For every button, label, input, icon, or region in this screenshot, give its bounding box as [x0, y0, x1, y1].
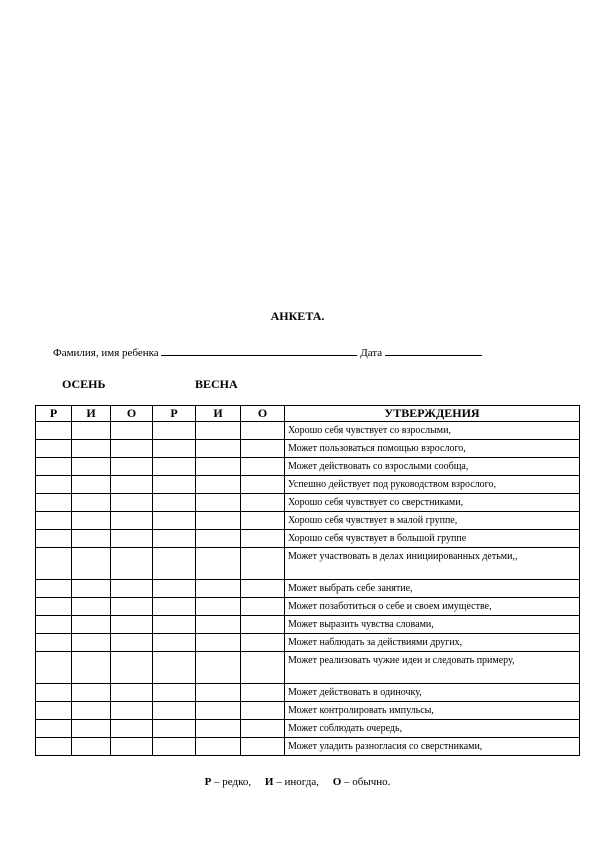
rating-cell[interactable]: [111, 494, 153, 512]
rating-cell[interactable]: [111, 530, 153, 548]
statement-cell: Хорошо себя чувствует в большой группе: [285, 530, 580, 548]
statement-cell: Может уладить разногласия со сверстниками,: [285, 738, 580, 756]
rating-cell[interactable]: [241, 652, 285, 684]
statement-cell: Может контролировать импульсы,: [285, 702, 580, 720]
rating-cell[interactable]: [241, 476, 285, 494]
table-row: [36, 598, 580, 616]
rating-cell[interactable]: [241, 616, 285, 634]
child-name-date-line: [53, 346, 482, 359]
survey-table: [35, 405, 580, 756]
statement-cell: Успешно действует под руководством взрослого,: [285, 476, 580, 494]
rating-cell[interactable]: [196, 422, 241, 440]
rating-cell[interactable]: [111, 580, 153, 598]
table-row: [36, 530, 580, 548]
statement-cell: Может выбрать себе занятие,: [285, 580, 580, 598]
rating-cell[interactable]: [153, 702, 196, 720]
rating-cell[interactable]: [241, 634, 285, 652]
rating-cell[interactable]: [196, 720, 241, 738]
rating-cell[interactable]: [36, 476, 72, 494]
table-row: [36, 494, 580, 512]
rating-cell[interactable]: [36, 530, 72, 548]
table-row: [36, 440, 580, 458]
legend: [0, 776, 595, 788]
rating-cell[interactable]: [241, 530, 285, 548]
table-row: [36, 652, 580, 684]
date-blank[interactable]: [385, 346, 482, 356]
statement-cell: Хорошо себя чувствует со взрослыми,: [285, 422, 580, 440]
rating-cell[interactable]: [36, 598, 72, 616]
header-i-autumn: И: [72, 406, 111, 422]
rating-cell[interactable]: [153, 598, 196, 616]
table-row: [36, 548, 580, 580]
rating-cell[interactable]: [153, 512, 196, 530]
rating-cell[interactable]: [153, 580, 196, 598]
rating-cell[interactable]: [36, 738, 72, 756]
statement-cell: Хорошо себя чувствует со сверстниками,: [285, 494, 580, 512]
rating-cell[interactable]: [111, 702, 153, 720]
rating-cell[interactable]: [241, 422, 285, 440]
rating-cell[interactable]: [111, 652, 153, 684]
header-i-spring: И: [196, 406, 241, 422]
table-row: [36, 580, 580, 598]
rating-cell[interactable]: [153, 422, 196, 440]
rating-cell[interactable]: [36, 512, 72, 530]
rating-cell[interactable]: [72, 598, 111, 616]
rating-cell[interactable]: [36, 440, 72, 458]
rating-cell[interactable]: [196, 634, 241, 652]
rating-cell[interactable]: [111, 476, 153, 494]
rating-cell[interactable]: [72, 634, 111, 652]
rating-cell[interactable]: [111, 738, 153, 756]
rating-cell[interactable]: [241, 598, 285, 616]
rating-cell[interactable]: [241, 494, 285, 512]
rating-cell[interactable]: [36, 422, 72, 440]
rating-cell[interactable]: [241, 548, 285, 580]
rating-cell[interactable]: [153, 530, 196, 548]
rating-cell[interactable]: [111, 440, 153, 458]
table-row: [36, 702, 580, 720]
rating-cell[interactable]: [111, 422, 153, 440]
rating-cell[interactable]: [72, 702, 111, 720]
rating-cell[interactable]: [196, 738, 241, 756]
rating-cell[interactable]: [196, 458, 241, 476]
rating-cell[interactable]: [153, 616, 196, 634]
rating-cell[interactable]: [111, 684, 153, 702]
rating-cell[interactable]: [111, 598, 153, 616]
table-row: [36, 616, 580, 634]
rating-cell[interactable]: [196, 476, 241, 494]
rating-cell[interactable]: [196, 652, 241, 684]
rating-cell[interactable]: [111, 616, 153, 634]
table-row: [36, 476, 580, 494]
legend-i-text: – иногда,: [273, 776, 319, 788]
rating-cell[interactable]: [153, 494, 196, 512]
rating-cell[interactable]: [72, 616, 111, 634]
rating-cell[interactable]: [241, 720, 285, 738]
rating-cell[interactable]: [241, 580, 285, 598]
rating-cell[interactable]: [72, 720, 111, 738]
rating-cell[interactable]: [36, 580, 72, 598]
rating-cell[interactable]: [72, 476, 111, 494]
rating-cell[interactable]: [241, 440, 285, 458]
rating-cell[interactable]: [72, 580, 111, 598]
statement-cell: Хорошо себя чувствует в малой группе,: [285, 512, 580, 530]
rating-cell[interactable]: [111, 512, 153, 530]
rating-cell[interactable]: [72, 494, 111, 512]
rating-cell[interactable]: [111, 720, 153, 738]
legend-o-key: О: [332, 776, 342, 788]
table-row: [36, 738, 580, 756]
table-row: [36, 634, 580, 652]
legend-r-key: Р: [204, 776, 212, 788]
rating-cell[interactable]: [196, 440, 241, 458]
date-label: Дата: [360, 347, 383, 359]
rating-cell[interactable]: [153, 548, 196, 580]
table-row: [36, 684, 580, 702]
rating-cell[interactable]: [153, 458, 196, 476]
statement-cell: Может выразить чувства словами,: [285, 616, 580, 634]
rating-cell[interactable]: [72, 458, 111, 476]
header-o-spring: О: [241, 406, 285, 422]
rating-cell[interactable]: [196, 512, 241, 530]
rating-cell[interactable]: [196, 580, 241, 598]
rating-cell[interactable]: [196, 702, 241, 720]
header-r-spring: Р: [153, 406, 196, 422]
rating-cell[interactable]: [111, 548, 153, 580]
rating-cell[interactable]: [241, 512, 285, 530]
rating-cell[interactable]: [153, 738, 196, 756]
legend-r-text: – редко,: [211, 776, 252, 788]
rating-cell[interactable]: [196, 684, 241, 702]
rating-cell[interactable]: [153, 440, 196, 458]
rating-cell[interactable]: [153, 652, 196, 684]
rating-cell[interactable]: [36, 458, 72, 476]
table-row: [36, 512, 580, 530]
rating-cell[interactable]: [72, 512, 111, 530]
rating-cell[interactable]: [196, 530, 241, 548]
rating-cell[interactable]: [36, 720, 72, 738]
rating-cell[interactable]: [36, 494, 72, 512]
rating-cell[interactable]: [72, 548, 111, 580]
rating-cell[interactable]: [36, 616, 72, 634]
table-row: [36, 458, 580, 476]
statement-cell: Может действовать в одиночку,: [285, 684, 580, 702]
rating-cell[interactable]: [196, 548, 241, 580]
header-r-autumn: Р: [36, 406, 72, 422]
statement-cell: Может участвовать в делах инициированных детьми,,: [285, 548, 580, 580]
statement-cell: Может пользоваться помощью взрослого,: [285, 440, 580, 458]
table-header-row: [36, 406, 580, 422]
rating-cell[interactable]: [72, 684, 111, 702]
statement-cell: Может действовать со взрослыми сообща,: [285, 458, 580, 476]
rating-cell[interactable]: [196, 598, 241, 616]
table-row: [36, 720, 580, 738]
rating-cell[interactable]: [36, 652, 72, 684]
page-title: АНКЕТА.: [270, 309, 325, 323]
legend-o-text: – обычно.: [341, 776, 391, 788]
legend-i-key: И: [264, 776, 274, 788]
rating-cell[interactable]: [241, 458, 285, 476]
rating-cell[interactable]: [153, 684, 196, 702]
header-statements: УТВЕРЖДЕНИЯ: [285, 406, 580, 422]
child-name-blank[interactable]: [161, 346, 357, 356]
rating-cell[interactable]: [36, 684, 72, 702]
rating-cell[interactable]: [72, 530, 111, 548]
table-row: [36, 422, 580, 440]
rating-cell[interactable]: [72, 652, 111, 684]
rating-cell[interactable]: [241, 702, 285, 720]
rating-cell[interactable]: [72, 738, 111, 756]
rating-cell[interactable]: [72, 440, 111, 458]
statement-cell: Может наблюдать за действиями других,: [285, 634, 580, 652]
rating-cell[interactable]: [36, 548, 72, 580]
child-name-label: Фамилия, имя ребенка: [53, 347, 159, 359]
rating-cell[interactable]: [153, 476, 196, 494]
rating-cell[interactable]: [153, 634, 196, 652]
rating-cell[interactable]: [241, 684, 285, 702]
rating-cell[interactable]: [111, 458, 153, 476]
rating-cell[interactable]: [196, 494, 241, 512]
season-autumn: ОСЕНЬ: [62, 377, 106, 391]
rating-cell[interactable]: [36, 634, 72, 652]
rating-cell[interactable]: [36, 702, 72, 720]
header-o-autumn: О: [111, 406, 153, 422]
rating-cell[interactable]: [153, 720, 196, 738]
statement-cell: Может соблюдать очередь,: [285, 720, 580, 738]
statement-cell: Может позаботиться о себе и своем имуществе,: [285, 598, 580, 616]
rating-cell[interactable]: [111, 634, 153, 652]
season-spring: ВЕСНА: [195, 377, 238, 391]
rating-cell[interactable]: [241, 738, 285, 756]
statement-cell: Может реализовать чужие идеи и следовать примеру,: [285, 652, 580, 684]
rating-cell[interactable]: [72, 422, 111, 440]
rating-cell[interactable]: [196, 616, 241, 634]
